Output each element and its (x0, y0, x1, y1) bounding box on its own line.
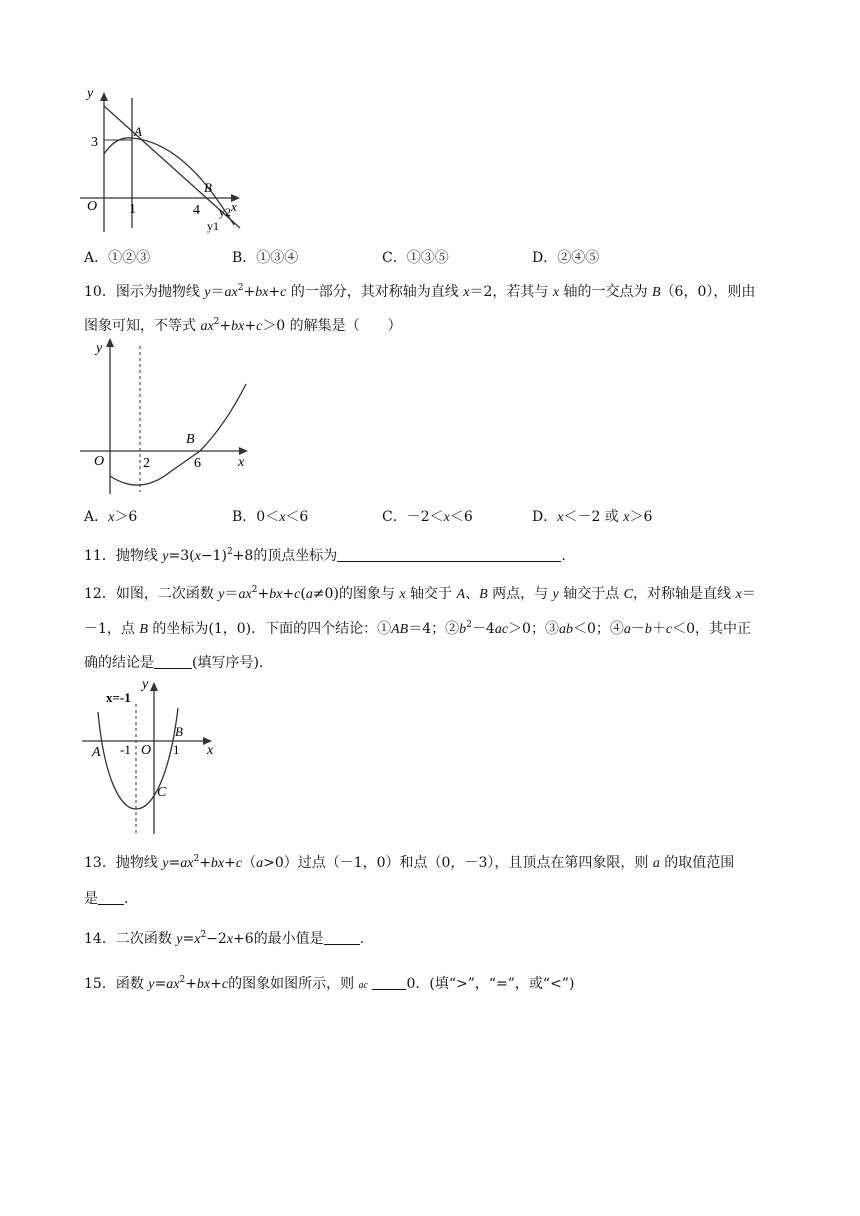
q10-option-d[interactable]: D．x＜－2 或 x＞6 (532, 509, 653, 525)
q10-line-2: 图象可知，不等式 $ax^2+bx+c>0$ 的解集是（ ） (84, 317, 402, 334)
tick-1: 1 (129, 202, 136, 217)
answer-blank[interactable] (324, 930, 360, 945)
q14-line: 14．二次函数 $y=x^2-2x+6$的最小值是 . (84, 930, 365, 947)
figure-q9 (76, 80, 256, 240)
curve-y2-label: y2 (219, 205, 231, 219)
x-axis-label: x (231, 199, 237, 214)
q12-line-1: 12．如图，二次函数 $y=ax^2+bx+c(a\ne 0)$的图象与 x 轴交于 A、B 两点，与 y 轴交于点 C，对称轴是直线 x＝ (84, 585, 756, 602)
x-axis-arrow (239, 447, 248, 455)
symmetry-axis-label: x=-1 (106, 690, 131, 705)
q12-line-2: －1，点 B 的坐标为(1，0)．下面的四个结论：①AB＝4；$②b^2-4ac>0$；③ab＜0；④a－b＋c＜0，其中正 (84, 620, 752, 637)
tick-4: 4 (193, 203, 200, 218)
point-a-label: A (92, 745, 101, 760)
q15-line: 15．函数 $y=ax^2+bx+c$的图象如图所示，则 ac 0．(填“>”，“=”，或“<”) (84, 975, 575, 992)
q11-line: 11．抛物线 $y=3(x-1)^2+8$的顶点坐标为 . (84, 547, 566, 564)
q12-line-3: 确的结论是 (填写序号)． (84, 655, 273, 671)
tick-neg1: -1 (120, 742, 131, 757)
q10-option-b[interactable]: B．0＜x＜6 (232, 509, 309, 525)
point-a-label: A (134, 124, 142, 139)
y-axis-arrow (106, 338, 114, 347)
q9-option-c[interactable]: C．①③⑤ (382, 250, 449, 266)
answer-blank[interactable] (337, 547, 561, 562)
answer-blank[interactable] (372, 975, 406, 990)
q10-option-c[interactable]: C．－2＜x＜6 (382, 509, 473, 525)
answer-blank[interactable] (154, 654, 192, 669)
origin-label: O (94, 454, 105, 469)
tick-6: 6 (194, 456, 201, 471)
curve-y1-label: y1 (207, 219, 219, 233)
y-axis-label: y (142, 677, 149, 692)
curve-y1-parabola (104, 138, 234, 225)
x-axis-label: x (238, 455, 245, 470)
q13-line-1: 13．抛物线 $y=ax^2+bx+c(a>0)$过点（－1，0）和点（0，－3），且顶点在第四象限，则 a 的取值范围 (84, 854, 735, 871)
tick-3: 3 (91, 135, 98, 150)
y-axis-arrow (150, 682, 158, 691)
x-axis-label: x (207, 743, 214, 758)
point-b-label: B (204, 180, 212, 195)
figure-q10 (76, 334, 256, 498)
origin-label: O (141, 743, 152, 758)
q9-option-d[interactable]: D．②④⑤ (532, 250, 600, 266)
y-axis-label: y (96, 341, 103, 356)
point-c-label: C (157, 785, 167, 800)
tick-1: 1 (173, 742, 180, 757)
answer-blank[interactable] (98, 890, 124, 905)
q13-line-2: 是 . (84, 891, 129, 907)
tick-2: 2 (143, 456, 150, 471)
y-axis-arrow (100, 92, 108, 101)
point-b-label: B (175, 724, 183, 739)
q9-option-a[interactable]: A．①②③ (84, 250, 151, 266)
parabola-curve (110, 384, 246, 485)
figure-q12 (80, 672, 220, 838)
q10-line-1: 10．图示为抛物线 $y=ax^2+bx+c$ 的一部分，其对称轴为直线 x＝2，若其与 x 轴的一交点为 B（6，0），则由 (84, 283, 756, 300)
q9-option-b[interactable]: B．①③④ (232, 250, 299, 266)
y-axis-label: y (87, 86, 94, 101)
point-b-label: B (186, 432, 195, 447)
origin-label: O (87, 199, 98, 214)
q10-option-a[interactable]: A．x＞6 (84, 509, 138, 525)
